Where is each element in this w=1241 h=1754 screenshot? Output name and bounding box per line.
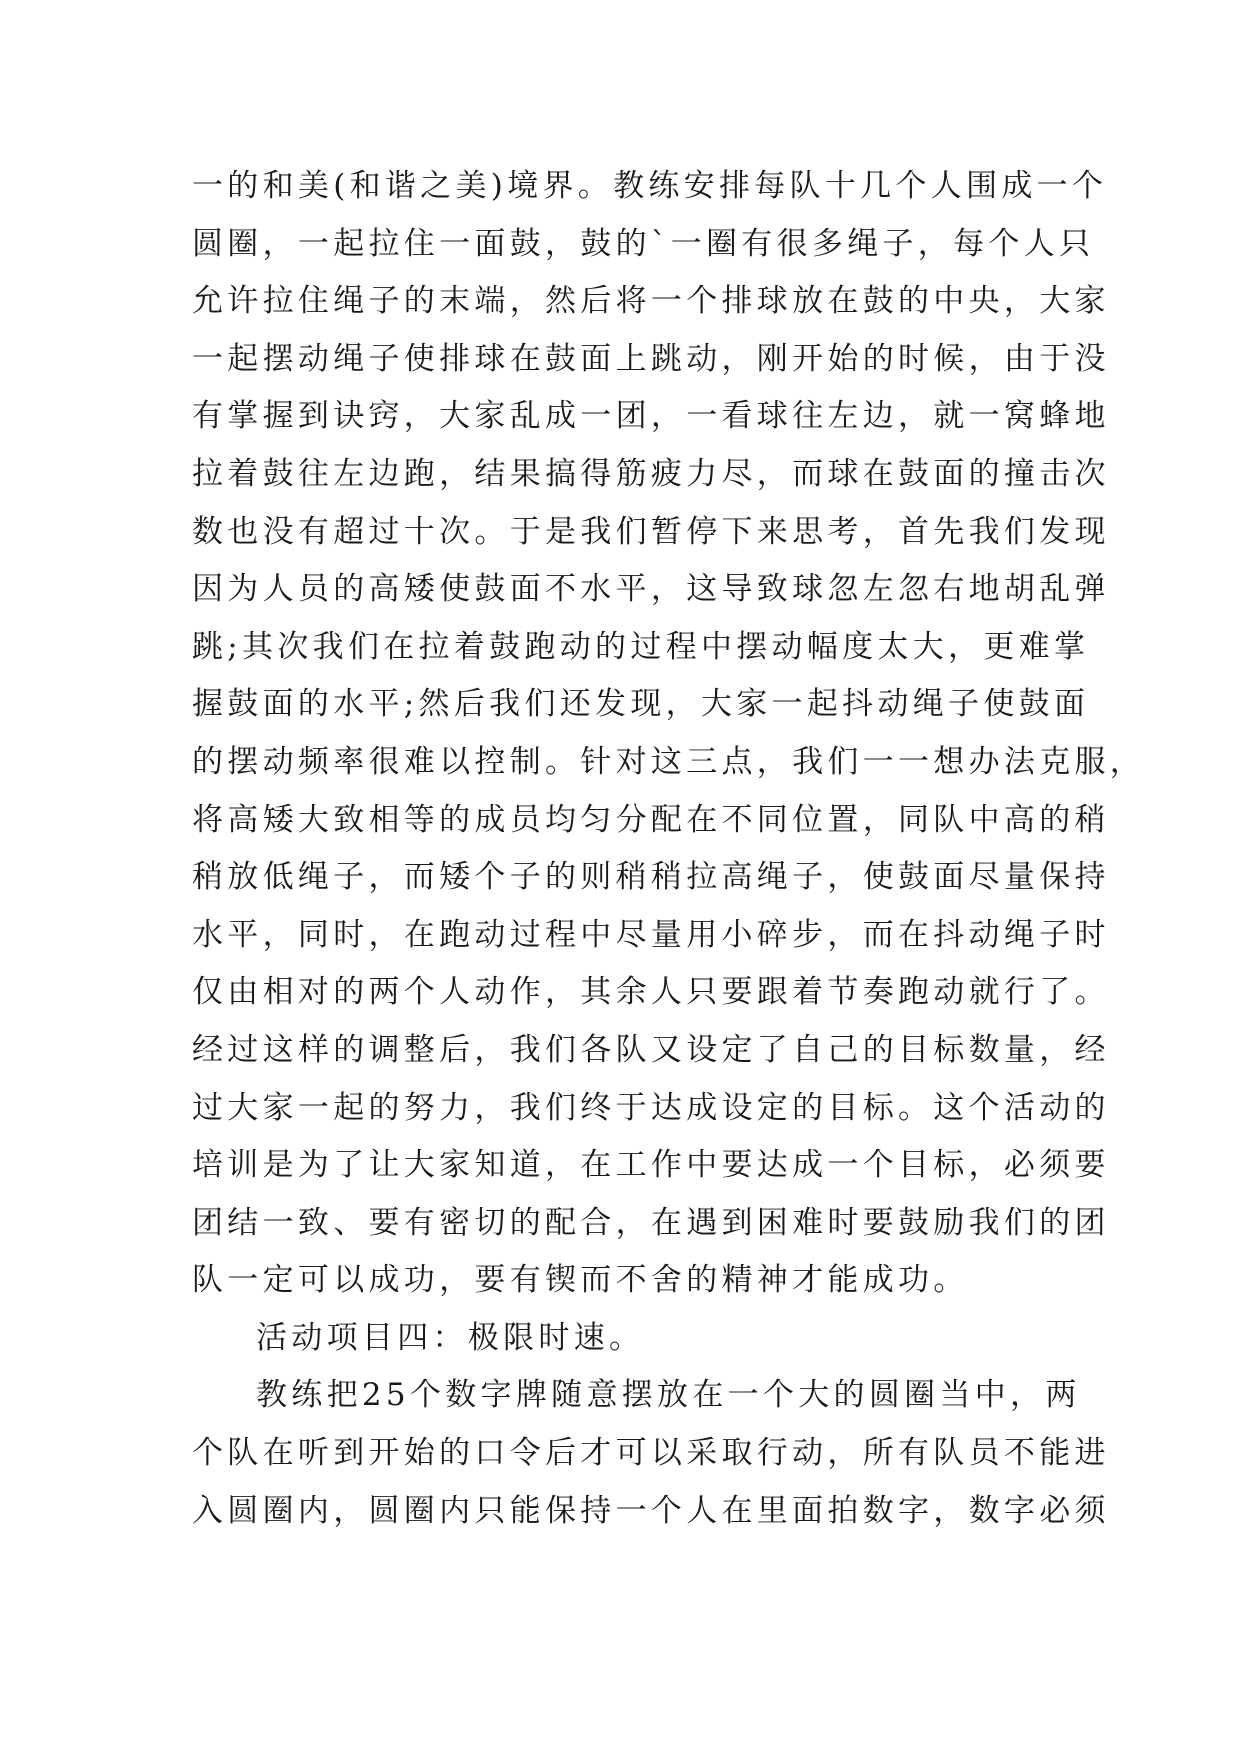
text-line: 仅由相对的两个人动作，其余人只要跟着节奏跑动就行了。 <box>192 974 1110 1011</box>
text-line: 将高矮大致相等的成员均匀分配在不同位置，同队中高的稍 <box>192 801 1110 838</box>
text-line: 握鼓面的水平;然后我们还发现，大家一起抖动绳子使鼓面 <box>192 686 1090 723</box>
text-line: 一起摆动绳子使排球在鼓面上跳动，刚开始的时候，由于没 <box>192 340 1110 377</box>
text-line: 拉着鼓往左边跑，结果搞得筋疲力尽，而球在鼓面的撞击次 <box>192 455 1110 492</box>
text-line: 个队在听到开始的口令后才可以采取行动，所有队员不能进 <box>192 1435 1110 1472</box>
text-line: 水平，同时，在跑动过程中尽量用小碎步，而在抖动绳子时 <box>192 916 1110 953</box>
text-line: 队一定可以成功，要有锲而不舍的精神才能成功。 <box>192 1262 969 1299</box>
text-line: 培训是为了让大家知道，在工作中要达成一个目标，必须要 <box>192 1147 1110 1184</box>
text-line: 活动项目四：极限时速。 <box>256 1319 645 1356</box>
text-line: 团结一致、要有密切的配合，在遇到困难时要鼓励我们的团 <box>192 1204 1110 1241</box>
text-line: 的摆动频率很难以控制。针对这三点，我们一一想办法克服， <box>192 743 1146 780</box>
text-line: 允许拉住绳子的末端，然后将一个排球放在鼓的中央，大家 <box>192 283 1110 320</box>
text-line: 经过这样的调整后，我们各队又设定了自己的目标数量，经 <box>192 1031 1110 1068</box>
text-line: 过大家一起的努力，我们终于达成设定的目标。这个活动的 <box>192 1089 1110 1126</box>
text-line: 有掌握到诀窍，大家乱成一团，一看球往左边，就一窝蜂地 <box>192 398 1110 435</box>
body-text <box>192 158 1146 1540</box>
text-line: 教练把25个数字牌随意摆放在一个大的圆圈当中，两 <box>256 1377 1081 1414</box>
text-line: 一的和美(和谐之美)境界。教练安排每队十几个人围成一个 <box>192 168 1108 204</box>
text-line: 圆圈，一起拉住一面鼓，鼓的`一圈有很多绳子，每个人只 <box>192 225 1095 262</box>
text-line: 入圆圈内，圆圈内只能保持一个人在里面拍数字，数字必须 <box>192 1492 1110 1529</box>
text-line: 稍放低绳子，而矮个子的则稍稍拉高绳子，使鼓面尽量保持 <box>192 859 1110 896</box>
text-line: 因为人员的高矮使鼓面不水平，这导致球忽左忽右地胡乱弹 <box>192 571 1110 608</box>
text-line: 数也没有超过十次。于是我们暂停下来思考，首先我们发现 <box>192 513 1110 550</box>
text-line: 跳;其次我们在拉着鼓跑动的过程中摆动幅度太大，更难掌 <box>192 628 1090 665</box>
